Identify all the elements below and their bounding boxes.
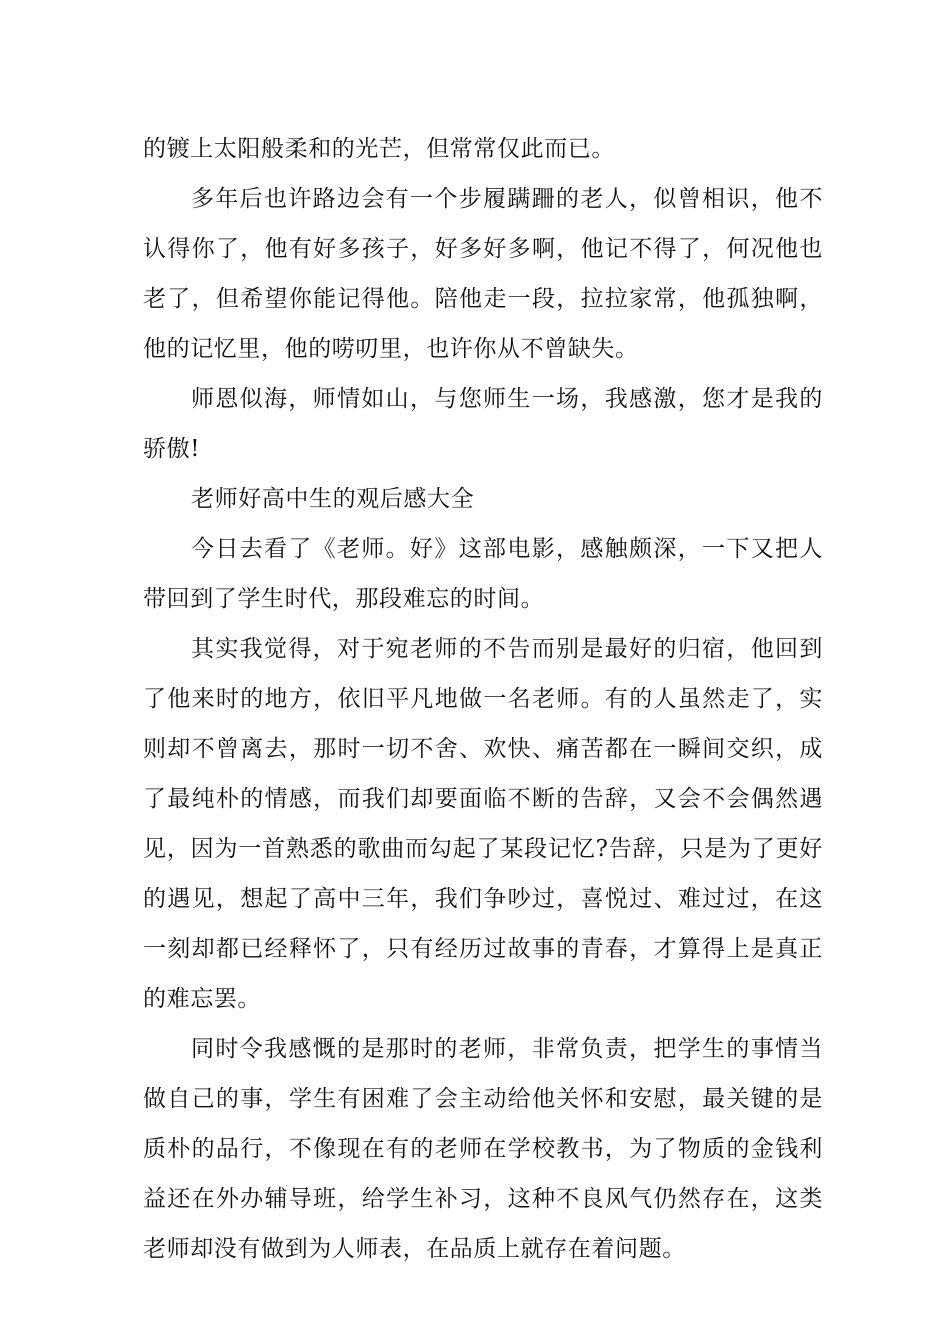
paragraph-1: 的镀上太阳般柔和的光芒，但常常仅此而已。	[143, 136, 615, 162]
paragraph-3: 师恩似海，师情如山，与您师生一场，我感激，您才是我的骄傲!	[143, 386, 823, 462]
paragraph-5: 其实我觉得，对于宛老师的不告而别是最好的归宿，他回到了他来时的地方，依旧平凡地做一名老师。有的人虽然走了，实则却不曾离去，那时一切不舍、欢快、痛苦都在一瞬间交织，成了最纯朴的情感，而我们却要面临不断的告辞，又会不会偶然遇见，因为一首熟悉的歌曲而勾起了某段记忆?告辞，只是为了更好的遇见，想起了高中三年，我们争吵过，喜悦过、难过过，在这一刻却都已经释怀了，只有经历过故事的青春，才算得上是真正的难忘罢。	[143, 636, 823, 1012]
paragraph-6: 同时令我感慨的是那时的老师，非常负责，把学生的事情当做自己的事，学生有困难了会主动给他关怀和安慰，最关键的是质朴的品行，不像现在有的老师在学校教书，为了物质的金钱利益还在外办辅导班，给学生补习，这种不良风气仍然存在，这类老师却没有做到为人师表，在品质上就存在着问题。	[143, 1036, 823, 1262]
section-heading: 老师好高中生的观后感大全	[191, 486, 475, 512]
paragraph-2: 多年后也许路边会有一个步履蹒跚的老人，似曾相识，他不认得你了，他有好多孩子，好多好多啊，他记不得了，何况他也老了，但希望你能记得他。陪他走一段，拉拉家常，他孤独啊，他的记忆里，他的唠叨里，也许你从不曾缺失。	[143, 186, 823, 362]
paragraph-4: 今日去看了《老师。好》这部电影，感触颇深，一下又把人带回到了学生时代，那段难忘的时间。	[143, 536, 823, 612]
document-body	[143, 124, 823, 1274]
